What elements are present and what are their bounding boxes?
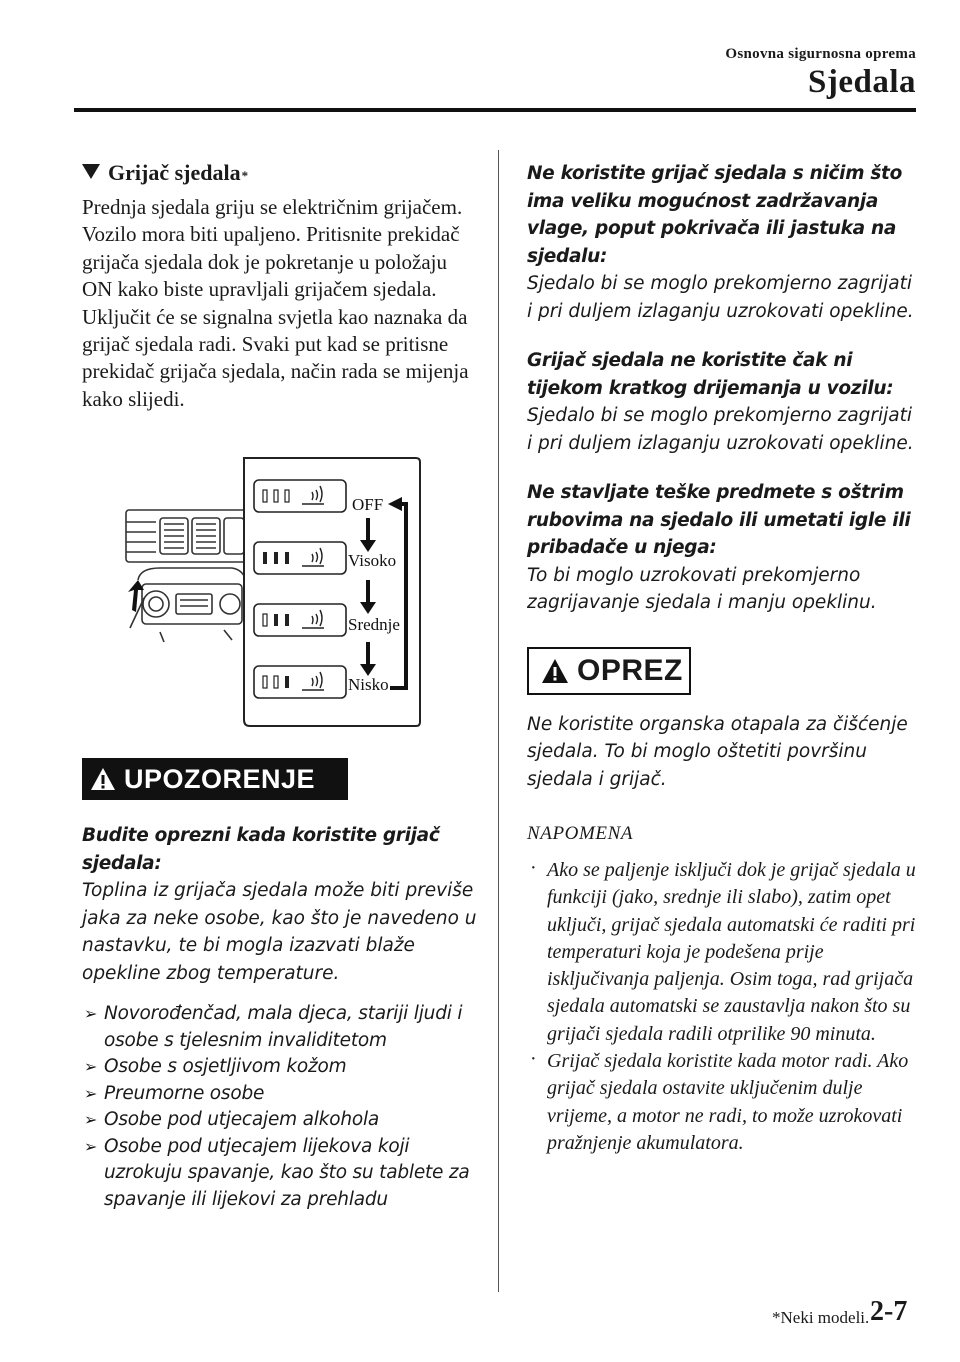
note-list [527,857,919,1157]
seat-heater-figure [120,452,424,728]
mode-label-high: Visoko [348,551,397,570]
dot-bullet-icon: · [530,857,537,879]
list-item: ➢ Osobe pod utjecajem lijekova koji uzrokuju spavanje, kao što su tablete za spavanje ili lijekovi za prehladu [84,1135,470,1210]
warning-item-title: Ne koristite grijač sjedala s ničim što ima veliku mogućnost zadržavanja vlage, poput pokrivača ili jastuka na sjedalu: [527,163,903,267]
dashboard-drawing [126,510,246,642]
switch-low-icon [254,666,346,698]
switch-medium-icon [254,604,346,636]
mode-label-medium: Srednje [348,615,400,634]
caution-text: Ne koristite organska otapala za čišćenje sjedala. To bi moglo oštetiti površinu sjedala i grijač. [527,713,908,790]
warning-item-text: Sjedalo bi se moglo prekomjerno zagrijati i pri duljem izlaganju uzrokovati opekline. [527,273,914,322]
list-item: · Grijač sjedala koristite kada motor radi. Ako grijač sjedala ostavite uključenim dulje vrijeme, a motor ne radi, to može uzrokovati pražnjenje akumulatora. [530,1048,909,1154]
note-heading: NAPOMENA [527,823,634,844]
arrow-bullet-icon: ➢ [84,1110,98,1129]
list-item: ➢ Osobe pod utjecajem alkohola [82,1107,482,1134]
list-item: · Ako se paljenje isključi dok je grijač sjedala u funkciji (jako, srednje ili slabo), zatim opet uključi, grijač sjedala automatski će raditi pri temperaturi koja je podešena prije isključivanja paljenja. Osim toga, rad grijača sjedala automatski se zaustavlja nakon što su grijači sjedala radili otprilike 90 minuta. [530,857,916,1045]
warning-badge [82,758,348,800]
section-heading-text: Grijač sjedala [108,160,241,185]
list-item: ➢ Osobe s osjetljivom kožom [82,1054,482,1081]
column-divider [498,150,499,1292]
arrow-bullet-icon: ➢ [84,1004,98,1023]
mode-label-off: OFF [352,495,384,514]
switch-high-icon [254,542,346,574]
running-header-section: Osnovna sigurnosna oprema [725,46,916,62]
warning-badge-label: UPOZORENJE [124,763,316,794]
running-header-chapter: Sjedala [807,64,916,100]
warning-item [527,160,919,325]
dot-bullet-icon: · [530,1048,537,1071]
header-rule [74,108,916,112]
seat-heater-illustration [120,452,424,728]
warning-triangle-icon [90,767,116,791]
warning-text: Toplina iz grijača sjedala može biti previše jaka za neke osobe, kao što je navedeno u nastavku, te bi mogla izazvati blaže opekline zbog temperature. [82,880,477,984]
left-column [82,160,474,413]
warning-item-text: Sjedalo bi se moglo prekomjerno zagrijati i pri duljem izlaganju uzrokovati opekline. [527,405,914,454]
warning-item-title: Grijač sjedala ne koristite čak ni tijekom kratkog drijemanja u vozilu: [527,350,894,399]
arrow-bullet-icon: ➢ [84,1083,98,1103]
warning-item [527,347,919,457]
page-number: 2-7 [870,1296,908,1327]
footnote: *Neki modeli. [772,1308,870,1327]
arrow-bullet-icon: ➢ [84,1057,98,1076]
switch-off-icon [254,480,346,512]
warning-item-text: To bi moglo uzrokovati prekomjerno zagrijavanje sjedala i manju opeklinu. [527,564,877,613]
list-item: ➢ Novorođenčad, mala djeca, stariji ljudi i osobe s tjelesnim invaliditetom [84,1003,463,1051]
warning-list [82,1001,482,1213]
heading-asterisk: * [241,168,249,183]
right-column [527,160,919,1157]
caution-triangle-icon [541,658,569,684]
warning-block [82,822,482,1213]
warning-item [527,479,919,617]
arrow-bullet-icon: ➢ [84,1136,98,1156]
list-item: ➢ Preumorne osobe [82,1081,482,1108]
section-heading [82,160,474,186]
caution-badge [527,647,691,695]
warning-item-title: Ne stavljate teške predmete s oštrim rubovima na sjedalo ili umetati igle ili pribadače u njega: [527,482,911,558]
caution-badge-label: OPREZ [577,653,683,687]
triangle-marker-icon [82,164,100,179]
intro-paragraph: Prednja sjedala griju se električnim grijačem. Vozilo mora biti upaljeno. Pritisnite prekidač grijača sjedala dok je pokretanje u položaju ON kako biste upravljali grijačem sjedala. Uključit će se signalna svjetla kao naznaka da grijač sjedala radi. Svaki put kad se pritisne prekidač grijača sjedala, način rada se mijenja kako slijedi. [82,195,469,411]
warning-title: Budite oprezni kada koristite grijač sjedala: [82,825,440,874]
mode-label-low: Nisko [348,675,389,694]
